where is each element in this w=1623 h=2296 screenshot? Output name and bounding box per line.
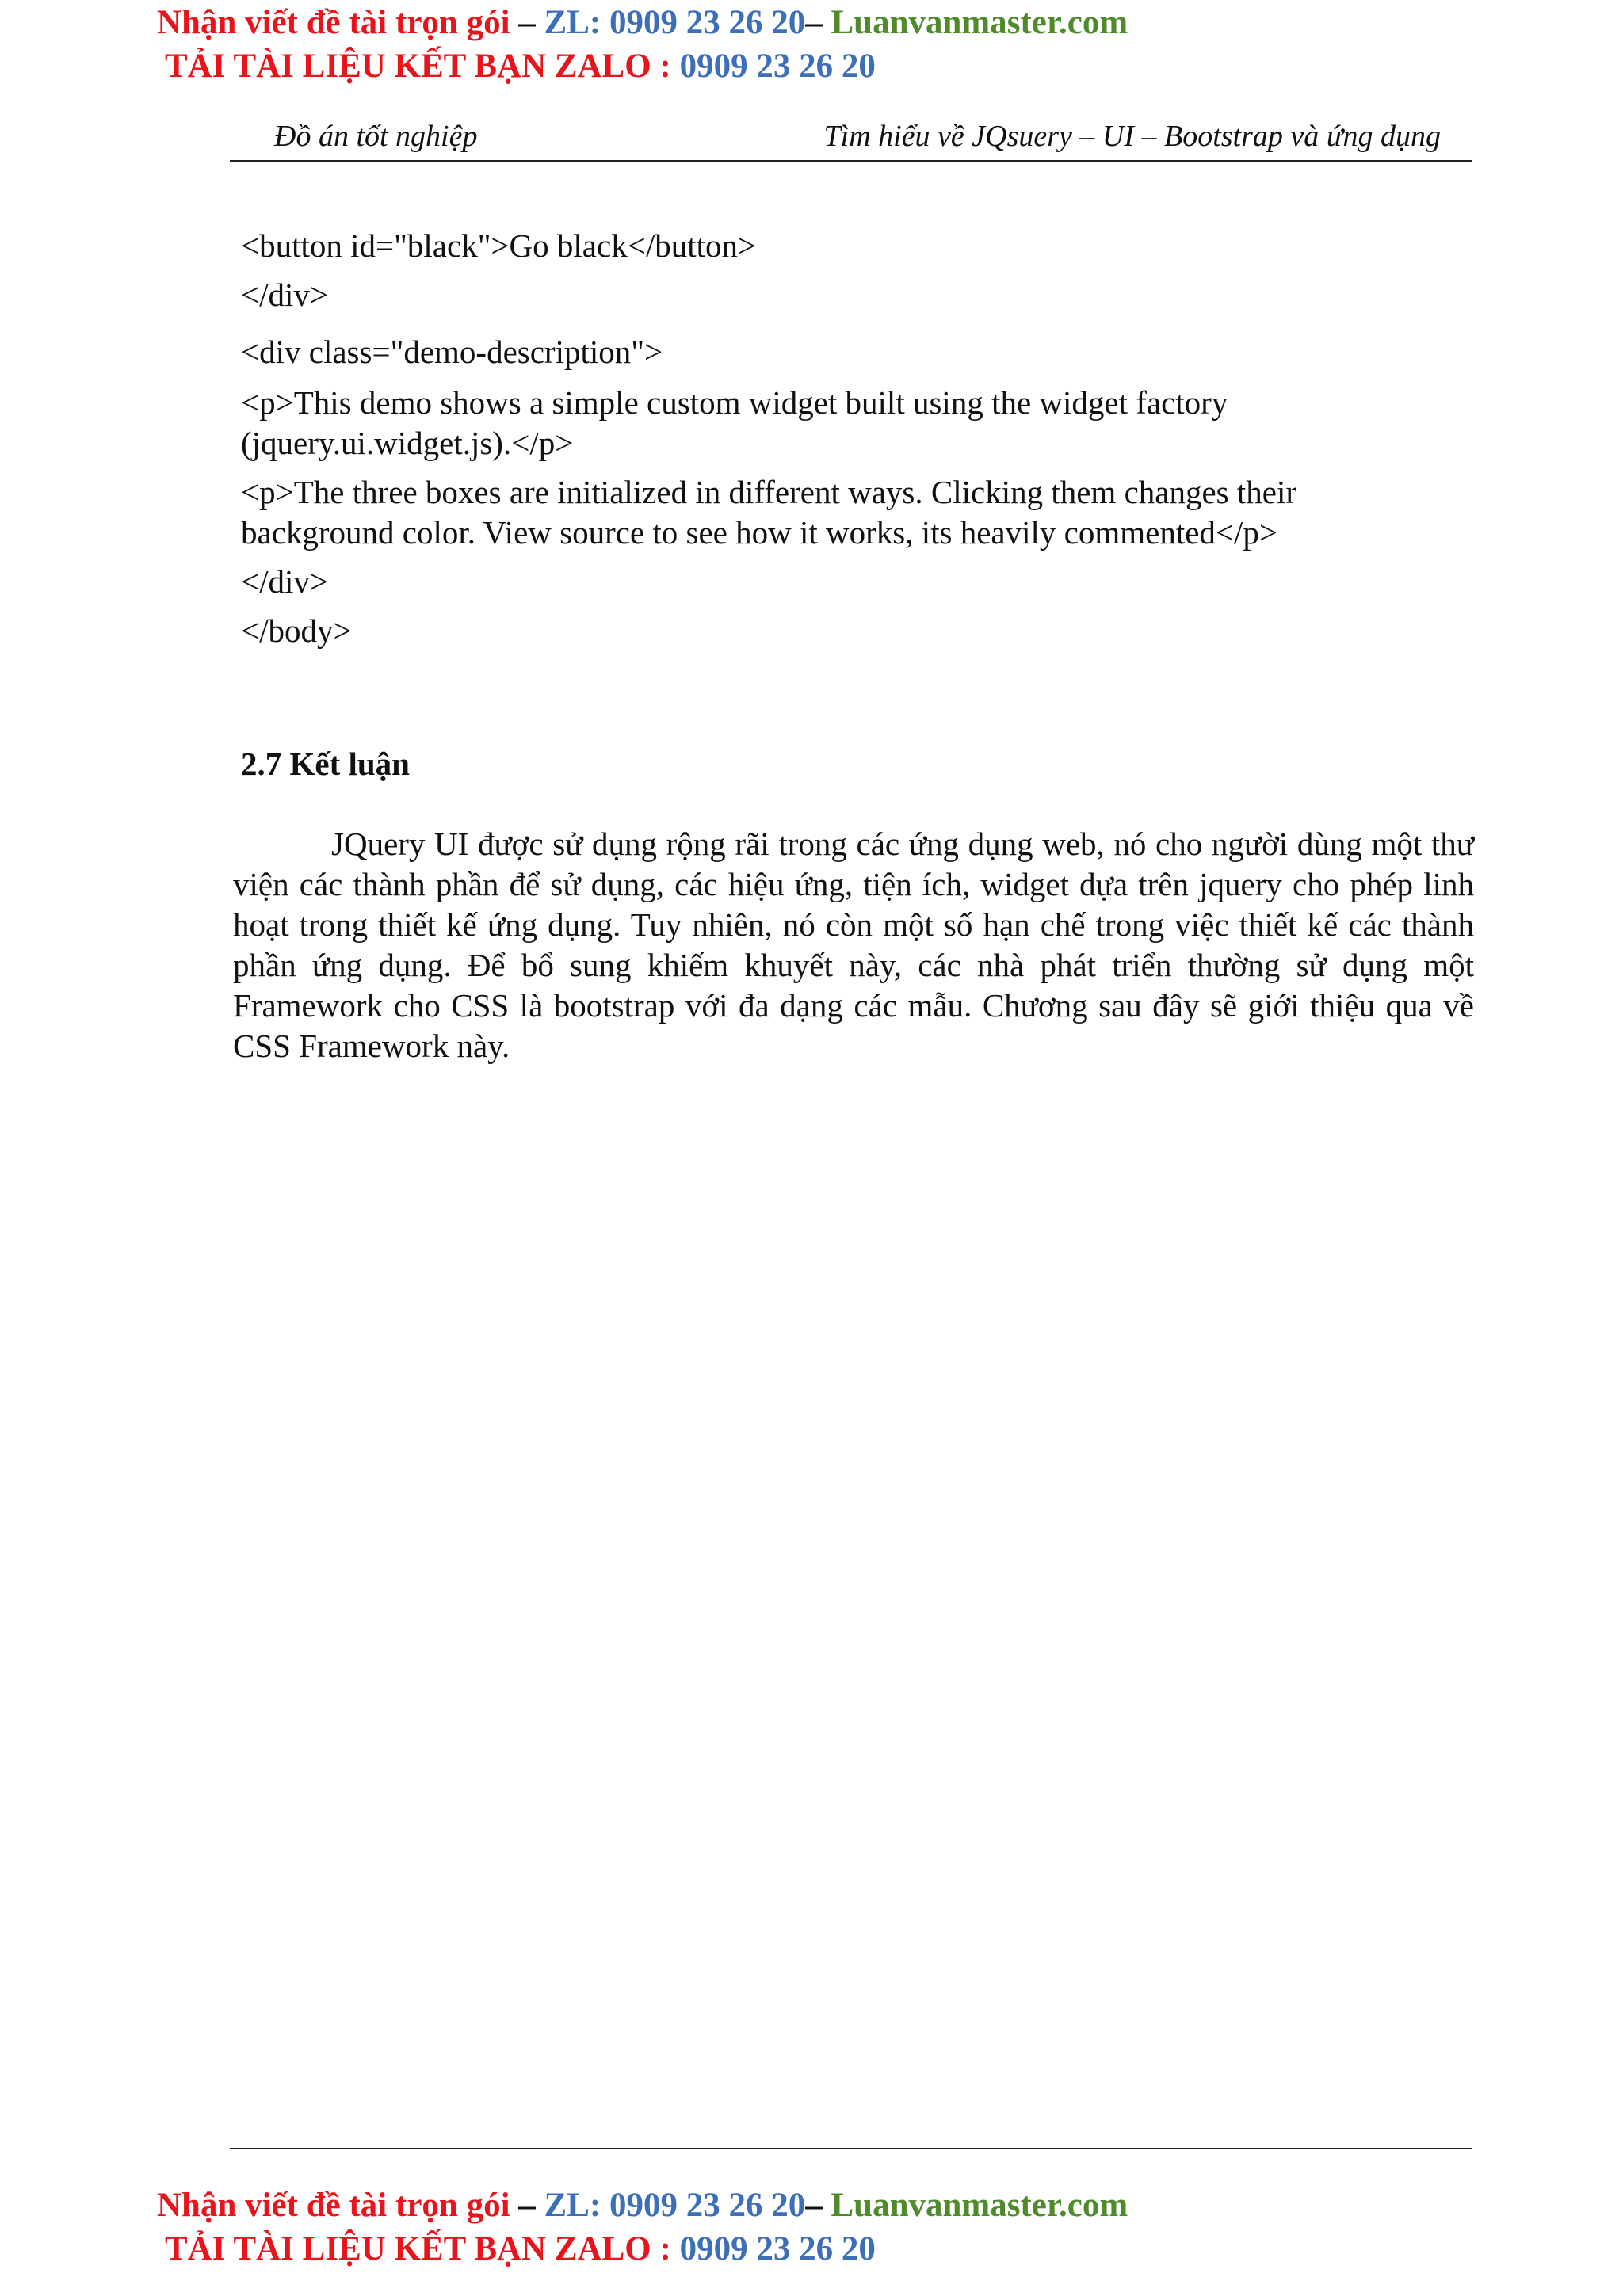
section-heading: 2.7 Kết luận (241, 746, 410, 782)
promo-zalo-line-bottom (165, 2228, 876, 2271)
promo-dash: – (510, 4, 544, 41)
promo-zalo-phone: 0909 23 26 20 (679, 2230, 876, 2267)
code-line: <button id="black">Go black</button> (241, 227, 757, 264)
running-header (230, 119, 1472, 162)
header-left: Đồ án tốt nghiệp (274, 120, 478, 153)
header-right: Tìm hiểu về JQsuery – UI – Bootstrap và ứng dụng (823, 120, 1441, 153)
footer-divider (230, 2148, 1472, 2149)
promo-text: Nhận viết đề tài trọn gói (157, 2187, 510, 2224)
promo-line-top (157, 2, 1128, 44)
code-line: <div class="demo-description"> (241, 334, 663, 370)
promo-dash: – (805, 4, 831, 41)
promo-line-bottom (157, 2184, 1128, 2227)
code-line: <p>The three boxes are initialized in different ways. Clicking them changes their (241, 474, 1296, 510)
code-line: background color. View source to see how it works, its heavily commented</p> (241, 514, 1278, 551)
promo-text: Nhận viết đề tài trọn gói (157, 4, 510, 41)
code-line: (jquery.ui.widget.js).</p> (241, 425, 574, 461)
code-line: </div> (241, 563, 329, 600)
code-line: <p>This demo shows a simple custom widget built using the widget factory (241, 384, 1228, 421)
promo-site: Luanvanmaster.com (831, 4, 1128, 41)
promo-dash: – (805, 2187, 831, 2224)
code-line: </body> (241, 612, 352, 649)
promo-zalo-label: TẢI TÀI LIỆU KẾT BẠN ZALO : (165, 2230, 680, 2267)
section-paragraph: JQuery UI được sử dụng rộng rãi trong các ứng dụng web, nó cho người dùng một thư viện các thành phần để sử dụng, các hiệu ứng, tiện ích, widget dựa trên jquery cho phép linh hoạt trong thiết kế ứng dụng. Tuy nhiên, nó còn một số hạn chế trong việc thiết kế các thành phần ứng dụng. Để bổ sung khiếm khuyết này, các nhà phát triển thường sử dụng một Framework cho CSS là bootstrap với đa dạng các mẫu. Chương sau đây sẽ giới thiệu qua về CSS Framework này. (233, 826, 1474, 1064)
promo-zalo: ZL: 0909 23 26 20 (544, 4, 806, 41)
promo-zalo-label: TẢI TÀI LIỆU KẾT BẠN ZALO : (165, 48, 680, 85)
promo-site: Luanvanmaster.com (831, 2187, 1128, 2224)
promo-zalo-line-top (165, 45, 876, 88)
promo-dash: – (510, 2187, 544, 2224)
code-line: </div> (241, 277, 329, 313)
promo-zalo: ZL: 0909 23 26 20 (544, 2187, 806, 2224)
promo-zalo-phone: 0909 23 26 20 (679, 48, 876, 85)
